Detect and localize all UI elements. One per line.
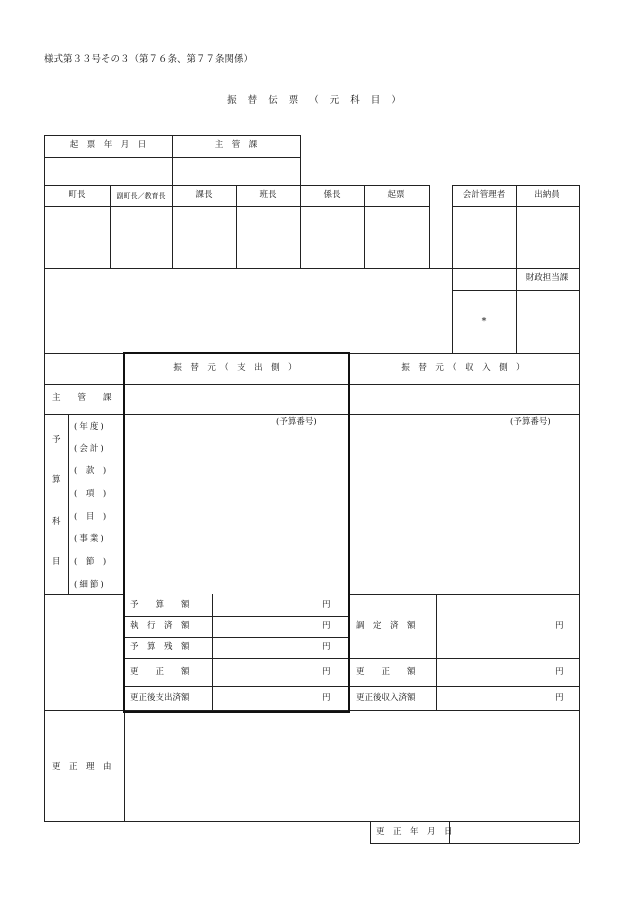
amount-executed-label: 執 行 済 額 xyxy=(130,621,190,631)
budget-item-kan: ( 款 ) xyxy=(74,466,107,476)
amount-correction-label-left: 更 正 額 xyxy=(130,667,190,677)
budget-group-char-2: 算 xyxy=(52,475,61,485)
dept-label: 主 管 課 xyxy=(214,140,258,150)
yen-3: 円 xyxy=(322,642,331,652)
form-code: 様式第３３号その３（第７６条、第７７条関係） xyxy=(44,54,254,65)
budget-item-sub-setsu: (細節) xyxy=(74,580,106,590)
correction-date-label: 更 正 年 月 日 xyxy=(376,827,453,837)
yen-2: 円 xyxy=(322,621,331,631)
approval-treasurer: 出納員 xyxy=(534,190,560,200)
budget-item-year: (年度) xyxy=(74,422,106,432)
approval-section-chief: 課長 xyxy=(195,190,213,200)
to-header: 振 替 元 （ 収 入 側 ） xyxy=(401,363,525,373)
yen-7: 円 xyxy=(555,667,564,677)
budget-item-account: (会計) xyxy=(74,444,106,454)
approval-subsection-chief: 係長 xyxy=(323,190,341,200)
approval-accounting-manager: 会計管理者 xyxy=(462,190,506,200)
budget-number-left: (予算番号) xyxy=(276,417,317,427)
dept-row-label: 主 管 課 xyxy=(52,393,112,403)
yen-1: 円 xyxy=(322,600,331,610)
budget-group-char-4: 目 xyxy=(52,557,61,567)
budget-item-setsu: ( 節 ) xyxy=(74,557,107,567)
amount-budget-label: 予 算 額 xyxy=(130,600,190,610)
budget-group-char-1: 予 xyxy=(52,435,61,445)
budget-item-project: (事業) xyxy=(74,534,106,544)
amount-after-revenue-label: 更正後収入済額 xyxy=(356,693,416,703)
yen-5: 円 xyxy=(322,693,331,703)
asterisk-mark: * xyxy=(481,316,487,327)
approval-team-leader: 班長 xyxy=(259,190,277,200)
budget-group-char-3: 科 xyxy=(52,517,61,527)
approval-deputy: 副町長／教育長 xyxy=(116,192,166,200)
finance-dept-label: 財政担当課 xyxy=(525,273,569,283)
yen-6: 円 xyxy=(555,621,564,631)
reason-label: 更 正 理 由 xyxy=(52,762,112,772)
yen-4: 円 xyxy=(322,667,331,677)
approval-mayor: 町長 xyxy=(68,190,86,200)
spending-side-frame xyxy=(123,352,350,713)
date-label: 起 票 年 月 日 xyxy=(69,140,147,150)
budget-number-right: (予算番号) xyxy=(510,417,551,427)
amount-after-expense-label: 更正後支出済額 xyxy=(130,693,190,703)
yen-8: 円 xyxy=(555,693,564,703)
budget-item-moku: ( 目 ) xyxy=(74,512,107,522)
from-header: 振 替 元 （ 支 出 側 ） xyxy=(173,363,297,373)
approval-drafter: 起票 xyxy=(387,190,405,200)
amount-assessed-label: 調 定 済 額 xyxy=(356,621,416,631)
budget-item-kou: ( 項 ) xyxy=(74,489,107,499)
form-title: 振 替 伝 票 （ 元 科 目 ） xyxy=(227,95,405,106)
amount-remaining-label: 予 算 残 額 xyxy=(130,642,190,652)
amount-correction-label-right: 更 正 額 xyxy=(356,667,416,677)
